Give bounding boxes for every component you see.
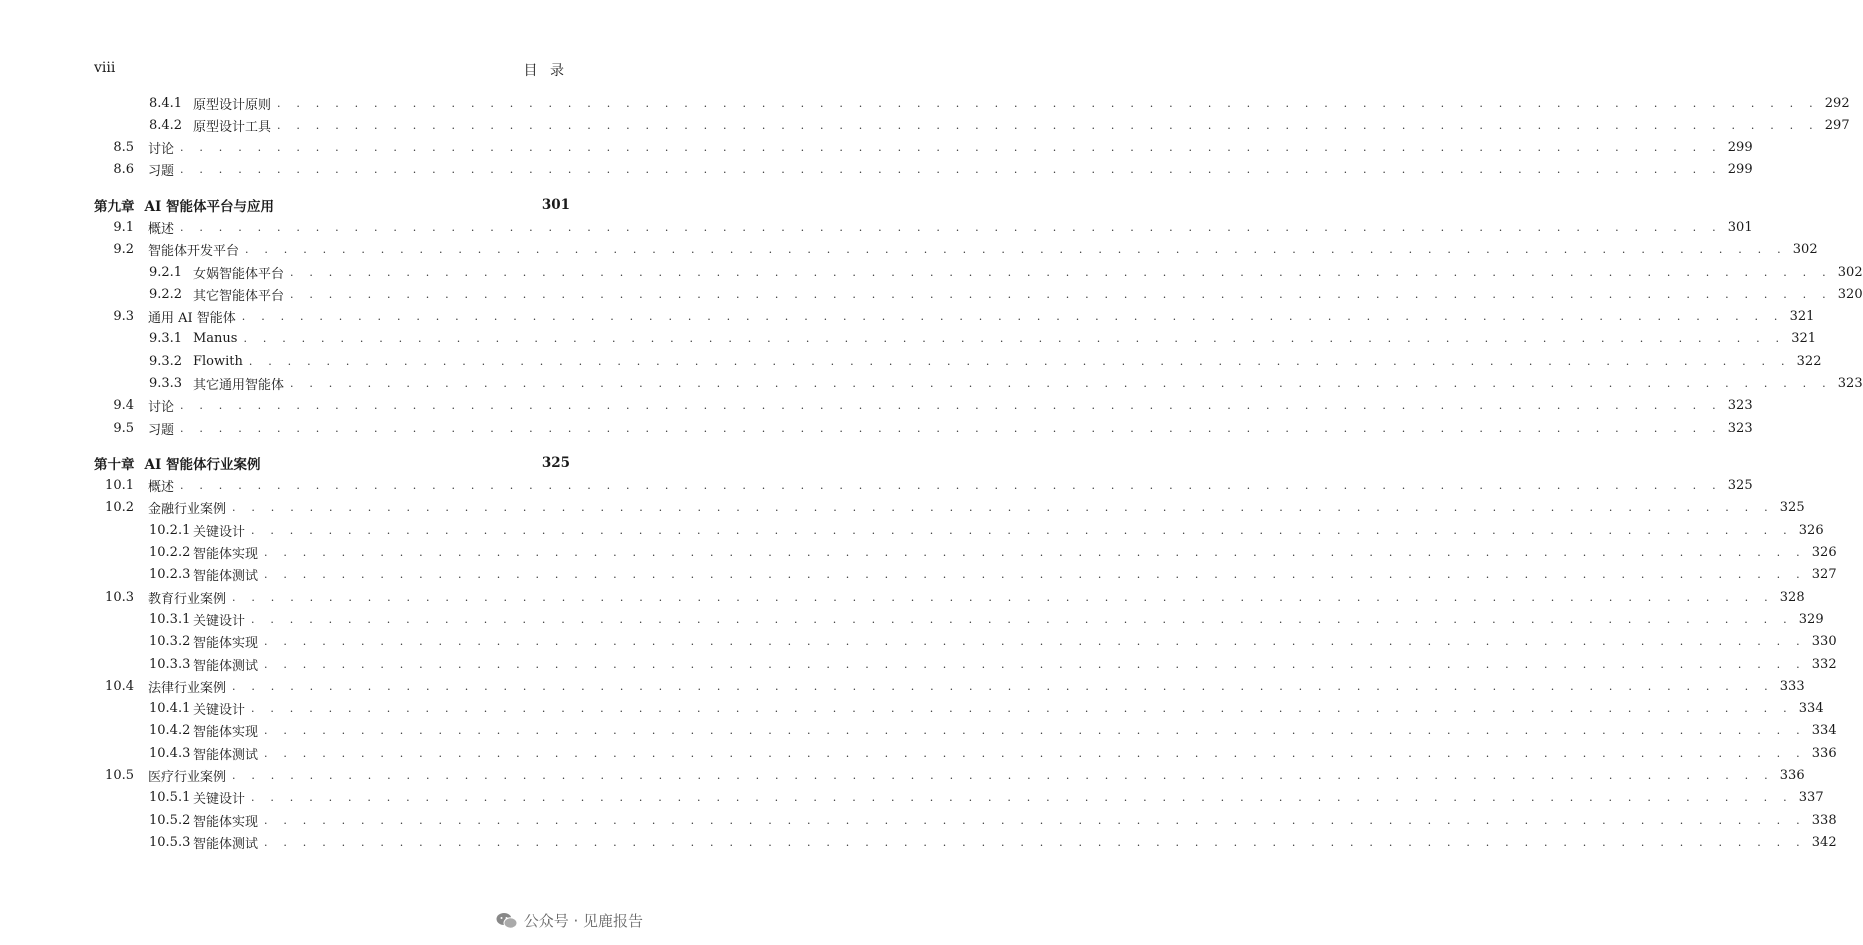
- page-ref: 321: [1791, 331, 1817, 347]
- page-number: viii: [94, 60, 116, 76]
- subsection-title: 关键设计: [193, 703, 246, 719]
- chapter-number: 第十章: [94, 457, 135, 474]
- dot-leader: . . . . . . . . . . . . . . . . . . . . . . . . . . . . . . . . . . . . . . . . . . . . . . . . . . . . . . . . . . . . . . . . . . . . . . . . . . . . . . . .: [251, 702, 1793, 716]
- section-number: 9.4: [113, 398, 134, 414]
- subsection-number: 10.4.3: [149, 745, 191, 761]
- toc-subsection-row: [149, 92, 1850, 114]
- subsection-number: 8.4.2: [149, 117, 183, 133]
- dot-leader: . . . . . . . . . . . . . . . . . . . . . . . . . . . . . . . . . . . . . . . . . . . . . . . . . . . . . . . . . . . . . . . . . . . . . . . . . . . . . . . .: [277, 118, 1819, 132]
- toc-subsection-row: [149, 542, 1837, 564]
- page-ref: 336: [1779, 768, 1805, 783]
- running-header: 目 录: [523, 63, 568, 79]
- chapter-title: AI 智能体平台与应用: [144, 198, 274, 215]
- subsection-number: 10.2.2: [149, 545, 191, 560]
- dot-leader: . . . . . . . . . . . . . . . . . . . . . . . . . . . . . . . . . . . . . . . . . . . . . . . . . . . . . . . . . . . . . . . . . . . . . . . . . . . . . . . .: [245, 243, 1787, 257]
- page-ref: 330: [1811, 634, 1837, 650]
- section-title: 习题: [148, 164, 175, 180]
- subsection-number: 10.2.3: [149, 567, 191, 583]
- page-ref: 301: [1727, 219, 1753, 235]
- dot-leader: . . . . . . . . . . . . . . . . . . . . . . . . . . . . . . . . . . . . . . . . . . . . . . . . . . . . . . . . . . . . . . . . . . . . . . . . . . . . . . . .: [290, 287, 1832, 301]
- page-ref: 301: [541, 196, 570, 213]
- dot-leader: . . . . . . . . . . . . . . . . . . . . . . . . . . . . . . . . . . . . . . . . . . . . . . . . . . . . . . . . . . . . . . . . . . . . . . . . . . . . . . . .: [251, 612, 1793, 626]
- dot-leader: . . . . . . . . . . . . . . . . . . . . . . . . . . . . . . . . . . . . . . . . . . . . . . . . . . . . . . . . . . . . . . . . . . . . . . . . . . . . . . . .: [180, 220, 1722, 234]
- toc-subsection-row: [149, 787, 1824, 809]
- page-ref: 334: [1811, 723, 1837, 739]
- dot-leader: . . . . . . . . . . . . . . . . . . . . . . . . . . . . . . . . . . . . . . . . . . . . . . . . . . . . . . . . . . . . . . . . . . . . . . . . . . . . . . . .: [180, 399, 1722, 413]
- toc-subsection-row: [149, 283, 1863, 305]
- subsection-title: 智能体实现: [193, 814, 259, 830]
- subsection-number: 10.3.1: [149, 611, 191, 627]
- page-ref: 297: [1824, 117, 1850, 133]
- section-number: 8.6: [113, 162, 134, 178]
- chapter-title: AI 智能体行业案例: [144, 457, 261, 474]
- dot-leader: . . . . . . . . . . . . . . . . . . . . . . . . . . . . . . . . . . . . . . . . . . . . . . . . . . . . . . . . . . . . . . . . . . . . . . . . . . . . . . . .: [232, 679, 1774, 693]
- subsection-title: 智能体测试: [193, 747, 259, 763]
- page-ref: 336: [1811, 745, 1837, 761]
- page-ref: 326: [1798, 522, 1824, 538]
- section-number: 9.2: [113, 242, 134, 258]
- dot-leader: . . . . . . . . . . . . . . . . . . . . . . . . . . . . . . . . . . . . . . . . . . . . . . . . . . . . . . . . . . . . . . . . . . . . . . . . . . . . . . . .: [241, 310, 1784, 324]
- toc-subsection-row: [149, 653, 1837, 675]
- toc-section-row: [94, 216, 1753, 238]
- page-ref: 299: [1727, 162, 1753, 178]
- section-title: 金融行业案例: [148, 502, 227, 518]
- section-number: 8.5: [113, 140, 134, 156]
- page-ref: 320: [1837, 286, 1863, 302]
- page-ref: 325: [541, 455, 570, 472]
- section-title: 教育行业案例: [148, 591, 227, 607]
- toc-section-row: [94, 137, 1753, 159]
- page-ref: 327: [1811, 567, 1837, 583]
- dot-leader: . . . . . . . . . . . . . . . . . . . . . . . . . . . . . . . . . . . . . . . . . . . . . . . . . . . . . . . . . . . . . . . . . . . . . . . . . . . . . . . .: [251, 791, 1793, 805]
- page-ref: 328: [1779, 589, 1805, 605]
- section-title: 法律行业案例: [148, 680, 227, 696]
- section-title: 智能体开发平台: [148, 244, 240, 260]
- dot-leader: . . . . . . . . . . . . . . . . . . . . . . . . . . . . . . . . . . . . . . . . . . . . . . . . . . . . . . . . . . . . . . . . . . . . . . . . . . . . . . . .: [264, 568, 1806, 582]
- dot-leader: . . . . . . . . . . . . . . . . . . . . . . . . . . . . . . . . . . . . . . . . . . . . . . . . . . . . . . . . . . . . . . . . . . . . . . . . . . . . . . . .: [290, 265, 1832, 279]
- section-title: 讨论: [148, 400, 175, 416]
- subsection-number: 10.5.3: [149, 834, 191, 850]
- dot-leader: . . . . . . . . . . . . . . . . . . . . . . . . . . . . . . . . . . . . . . . . . . . . . . . . . . . . . . . . . . . . . . . . . . . . . . . . . . . . . . . .: [251, 523, 1793, 537]
- section-title: 概述: [148, 221, 175, 237]
- dot-leader: . . . . . . . . . . . . . . . . . . . . . . . . . . . . . . . . . . . . . . . . . . . . . . . . . . . . . . . . . . . . . . . . . . . . . . . . . . . . . . . .: [232, 590, 1774, 604]
- toc-subsection-row: [149, 564, 1837, 586]
- section-number: 10.3: [105, 589, 134, 605]
- toc-section-row: [94, 239, 1818, 261]
- subsection-title: Manus: [193, 331, 238, 347]
- subsection-number: 10.4.2: [149, 723, 191, 739]
- subsection-title: 其它通用智能体: [193, 378, 285, 393]
- dot-leader: . . . . . . . . . . . . . . . . . . . . . . . . . . . . . . . . . . . . . . . . . . . . . . . . . . . . . . . . . . . . . . . . . . . . . . . . . . . . . . . .: [264, 746, 1806, 760]
- toc-section-row: [94, 395, 1753, 417]
- toc-subsection-row: [149, 519, 1824, 541]
- toc-section-row: [94, 675, 1805, 697]
- page-ref: 329: [1798, 611, 1824, 627]
- page-ref: 323: [1727, 420, 1753, 436]
- dot-leader: . . . . . . . . . . . . . . . . . . . . . . . . . . . . . . . . . . . . . . . . . . . . . . . . . . . . . . . . . . . . . . . . . . . . . . . . . . . . . . . .: [180, 141, 1722, 155]
- subsection-number: 10.2.1: [149, 522, 191, 538]
- page-ref: 292: [1824, 95, 1850, 111]
- section-number: 9.1: [113, 219, 134, 235]
- toc-subsection-row: [149, 809, 1837, 831]
- subsection-number: 8.4.1: [149, 95, 183, 111]
- subsection-number: 9.2.2: [149, 286, 183, 302]
- section-number: 9.3: [113, 309, 134, 325]
- page-ref: 332: [1811, 656, 1837, 672]
- toc-section-row: [94, 159, 1753, 181]
- subsection-title: 智能体实现: [193, 725, 259, 741]
- subsection-number: 10.3.3: [149, 656, 191, 672]
- dot-leader: . . . . . . . . . . . . . . . . . . . . . . . . . . . . . . . . . . . . . . . . . . . . . . . . . . . . . . . . . . . . . . . . . . . . . . . . . . . . . . . .: [277, 96, 1819, 110]
- page-ref: 342: [1811, 834, 1837, 850]
- subsection-title: 智能体测试: [193, 836, 259, 852]
- section-number: 10.4: [105, 678, 134, 694]
- dot-leader: . . . . . . . . . . . . . . . . . . . . . . . . . . . . . . . . . . . . . . . . . . . . . . . . . . . . . . . . . . . . . . . . . . . . . . . . . . . . . . . .: [248, 354, 1791, 368]
- wechat-icon: [496, 912, 518, 930]
- subsection-title: 原型设计工具: [193, 119, 272, 135]
- dot-leader: . . . . . . . . . . . . . . . . . . . . . . . . . . . . . . . . . . . . . . . . . . . . . . . . . . . . . . . . . . . . . . . . . . . . . . . . . . . . . . . .: [243, 332, 1786, 346]
- subsection-title: 智能体实现: [193, 547, 259, 562]
- subsection-number: 10.5.2: [149, 812, 191, 828]
- dot-leader: . . . . . . . . . . . . . . . . . . . . . . . . . . . . . . . . . . . . . . . . . . . . . . . . . . . . . . . . . . . . . . . . . . . . . . . . . . . . . . . .: [232, 501, 1774, 515]
- subsection-number: 10.5.1: [149, 790, 191, 806]
- page-ref: 302: [1792, 242, 1818, 258]
- section-number: 10.1: [105, 478, 134, 494]
- section-number: 10.5: [105, 768, 134, 783]
- toc-section-row: [94, 417, 1753, 439]
- page-ref: 322: [1796, 353, 1822, 369]
- dot-leader: . . . . . . . . . . . . . . . . . . . . . . . . . . . . . . . . . . . . . . . . . . . . . . . . . . . . . . . . . . . . . . . . . . . . . . . . . . . . . . . .: [290, 377, 1832, 390]
- toc-section-row: [94, 497, 1805, 519]
- page-ref: 333: [1779, 678, 1805, 694]
- section-number: 10.2: [105, 500, 134, 516]
- subsection-title: 智能体测试: [193, 658, 259, 674]
- page-ref: 337: [1798, 790, 1824, 806]
- dot-leader: . . . . . . . . . . . . . . . . . . . . . . . . . . . . . . . . . . . . . . . . . . . . . . . . . . . . . . . . . . . . . . . . . . . . . . . . . . . . . . . .: [180, 163, 1722, 177]
- toc-section-row: [94, 475, 1753, 497]
- toc-chapter-row: [94, 452, 570, 474]
- page-ref: 302: [1837, 264, 1863, 280]
- toc-section-row: [94, 765, 1805, 787]
- toc-subsection-row: [149, 720, 1837, 742]
- dot-leader: . . . . . . . . . . . . . . . . . . . . . . . . . . . . . . . . . . . . . . . . . . . . . . . . . . . . . . . . . . . . . . . . . . . . . . . . . . . . . . . .: [264, 724, 1806, 738]
- subsection-number: 9.3.1: [149, 331, 183, 347]
- section-title: 概述: [148, 480, 175, 496]
- subsection-title: 关键设计: [193, 613, 246, 629]
- dot-leader: . . . . . . . . . . . . . . . . . . . . . . . . . . . . . . . . . . . . . . . . . . . . . . . . . . . . . . . . . . . . . . . . . . . . . . . . . . . . . . . .: [264, 657, 1806, 671]
- section-title: 通用 AI 智能体: [148, 311, 236, 327]
- toc-section-row: [94, 306, 1815, 328]
- toc-subsection-row: [149, 831, 1837, 853]
- toc-subsection-row: [149, 631, 1837, 653]
- dot-leader: . . . . . . . . . . . . . . . . . . . . . . . . . . . . . . . . . . . . . . . . . . . . . . . . . . . . . . . . . . . . . . . . . . . . . . . . . . . . . . . .: [180, 421, 1722, 435]
- subsection-number: 10.3.2: [149, 634, 191, 650]
- chapter-number: 第九章: [94, 198, 135, 215]
- toc-section-row: [94, 586, 1805, 608]
- subsection-title: 智能体实现: [193, 636, 259, 652]
- toc-subsection-row: [149, 608, 1824, 630]
- watermark: [496, 910, 643, 931]
- page-ref: 326: [1811, 545, 1837, 560]
- dot-leader: . . . . . . . . . . . . . . . . . . . . . . . . . . . . . . . . . . . . . . . . . . . . . . . . . . . . . . . . . . . . . . . . . . . . . . . . . . . . . . . .: [264, 813, 1806, 827]
- toc-subsection-row: [149, 114, 1850, 136]
- subsection-title: 关键设计: [193, 524, 246, 540]
- subsection-number: 9.3.2: [149, 353, 183, 369]
- subsection-title: 原型设计原则: [193, 97, 272, 113]
- watermark-text: 公众号 · 见鹿报告: [523, 912, 643, 930]
- toc-subsection-row: [149, 328, 1817, 350]
- page-ref: 338: [1811, 812, 1837, 828]
- page-ref: 323: [1837, 376, 1863, 391]
- dot-leader: . . . . . . . . . . . . . . . . . . . . . . . . . . . . . . . . . . . . . . . . . . . . . . . . . . . . . . . . . . . . . . . . . . . . . . . . . . . . . . . .: [232, 769, 1774, 782]
- subsection-title: 其它智能体平台: [193, 288, 285, 304]
- dot-leader: . . . . . . . . . . . . . . . . . . . . . . . . . . . . . . . . . . . . . . . . . . . . . . . . . . . . . . . . . . . . . . . . . . . . . . . . . . . . . . . .: [180, 479, 1722, 493]
- toc-subsection-row: [149, 698, 1824, 720]
- page-ref: 325: [1727, 478, 1753, 494]
- section-number: 9.5: [113, 420, 134, 436]
- subsection-number: 9.2.1: [149, 264, 183, 280]
- section-title: 习题: [148, 422, 175, 438]
- page-ref: 321: [1789, 309, 1815, 325]
- subsection-number: 10.4.1: [149, 701, 191, 717]
- section-title: 医疗行业案例: [148, 770, 227, 785]
- toc-chapter-row: [94, 194, 570, 216]
- subsection-title: 女娲智能体平台: [193, 266, 285, 282]
- dot-leader: . . . . . . . . . . . . . . . . . . . . . . . . . . . . . . . . . . . . . . . . . . . . . . . . . . . . . . . . . . . . . . . . . . . . . . . . . . . . . . . .: [264, 835, 1806, 849]
- page-ref: 299: [1727, 140, 1753, 156]
- toc-subsection-row: [149, 742, 1837, 764]
- page-ref: 325: [1779, 500, 1805, 516]
- dot-leader: . . . . . . . . . . . . . . . . . . . . . . . . . . . . . . . . . . . . . . . . . . . . . . . . . . . . . . . . . . . . . . . . . . . . . . . . . . . . . . . .: [264, 546, 1806, 559]
- page-ref: 334: [1798, 701, 1824, 717]
- dot-leader: . . . . . . . . . . . . . . . . . . . . . . . . . . . . . . . . . . . . . . . . . . . . . . . . . . . . . . . . . . . . . . . . . . . . . . . . . . . . . . . .: [264, 635, 1806, 649]
- section-title: 讨论: [148, 142, 175, 158]
- subsection-title: 关键设计: [193, 792, 246, 808]
- subsection-title: 智能体测试: [193, 569, 259, 585]
- toc-subsection-row: [149, 373, 1863, 395]
- subsection-title: Flowith: [193, 353, 243, 369]
- toc-subsection-row: [149, 261, 1863, 283]
- toc-subsection-row: [149, 350, 1822, 372]
- subsection-number: 9.3.3: [149, 376, 183, 391]
- page-ref: 323: [1727, 398, 1753, 414]
